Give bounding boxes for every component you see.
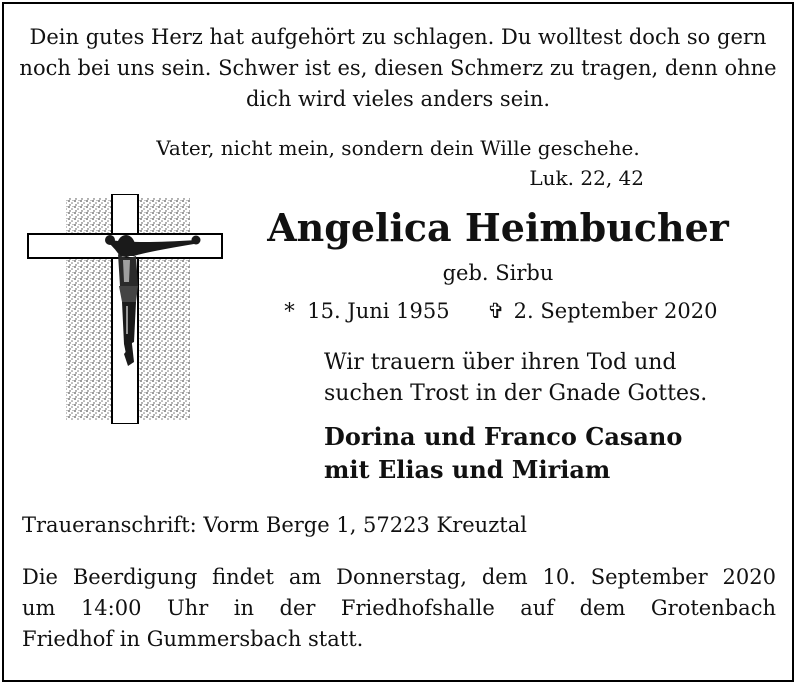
funeral-line-2: um 14:00 Uhr in der Friedhofshalle auf dem Grotenbach (22, 596, 776, 620)
birth-date: 15. Juni 1955 (307, 299, 450, 323)
poem-verse (4, 22, 792, 115)
mourning-text (324, 347, 784, 409)
bible-reference: Luk. 22, 42 (529, 166, 644, 190)
latin-cross-icon: ✞ (487, 299, 505, 323)
life-dates (248, 296, 748, 326)
verse-line-3: dich wird vieles anders sein. (245, 87, 551, 111)
verse-line-2: noch bei uns sein. Schwer ist es, diesen Schmerz zu tragen, denn ohne (19, 56, 777, 80)
verse-line-1: Dein gutes Herz hat aufgehört zu schlagen. Du wolltest doch so gern (29, 25, 767, 49)
mourning-line-1: Wir trauern über ihren Tod und (324, 350, 677, 375)
bereaved-family (324, 420, 784, 486)
funeral-line-3: Friedhof in Gummersbach statt. (22, 627, 364, 651)
bible-quote: Vater, nicht mein, sondern dein Wille geschehe. (156, 136, 640, 160)
crucifix-icon (26, 194, 226, 424)
mourning-line-2: suchen Trost in der Gnade Gottes. (324, 381, 708, 406)
funeral-line-1: Die Beerdigung findet am Donnerstag, dem 10. September 2020 (22, 565, 776, 589)
birth-star-icon: * (284, 299, 295, 323)
family-line-2: mit Elias und Miriam (324, 455, 611, 484)
mourning-address: Traueranschrift: Vorm Berge 1, 57223 Kreuztal (22, 513, 527, 537)
obituary-card (2, 2, 794, 682)
birth-name: geb. Sirbu (442, 261, 554, 285)
funeral-details (22, 562, 776, 655)
death-date: 2. September 2020 (513, 299, 718, 323)
family-line-1: Dorina und Franco Casano (324, 422, 683, 451)
deceased-name: Angelica Heimbucher (267, 205, 729, 250)
crucifix-illustration (26, 194, 226, 424)
